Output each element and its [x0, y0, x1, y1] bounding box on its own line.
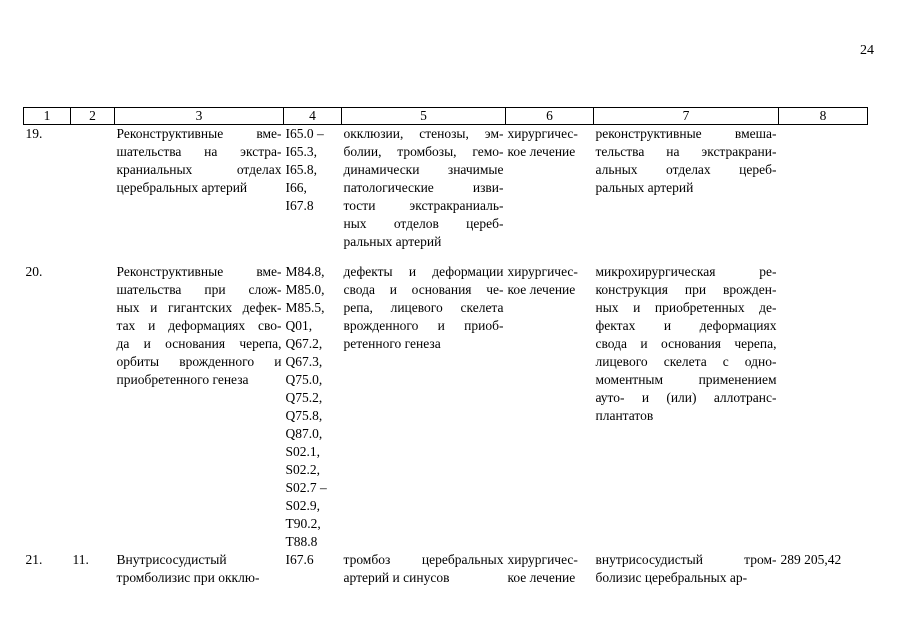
- cell-line: I67.6: [285, 552, 314, 567]
- treatment-method: [594, 551, 779, 611]
- column-header: 7: [594, 108, 779, 125]
- cell-line: ретенного генеза: [343, 336, 441, 351]
- cell-line: шательства на экстра-: [116, 144, 282, 159]
- treatment-method: [594, 263, 779, 551]
- cell-line: хирургичес-: [507, 264, 578, 279]
- cell-line: врожденного и приоб-: [343, 318, 504, 333]
- table-row: [24, 125, 868, 264]
- cell-line: Реконструктивные вме-: [116, 264, 282, 279]
- cell-line: ных и гигантских дефек-: [116, 300, 282, 315]
- column-header: 5: [342, 108, 506, 125]
- cell-line: орбиты врожденного и: [116, 354, 282, 369]
- icd-codes: [284, 263, 342, 551]
- treatment-type: [506, 551, 594, 611]
- cell-line: ных и приобретенных де-: [595, 300, 777, 315]
- icd-codes: [284, 125, 342, 264]
- cell-line: краниальных отделах: [116, 162, 282, 177]
- treatment-type: [506, 125, 594, 264]
- cost-value: [779, 263, 868, 551]
- cell-line: M85.0,: [285, 282, 325, 297]
- treatment-method: [594, 125, 779, 264]
- column-header: 2: [71, 108, 115, 125]
- group-number: 11.: [72, 552, 89, 567]
- procedure-name: [115, 125, 284, 264]
- cell-line: артерий и синусов: [343, 570, 450, 585]
- cell-line: T90.2,: [285, 516, 321, 531]
- cell-line: Q67.3,: [285, 354, 323, 369]
- cell-line: микрохирургическая ре-: [595, 264, 777, 279]
- cost-value: 289 205,42: [780, 552, 842, 567]
- cell-line: Q01,: [285, 318, 313, 333]
- cell-line: I65.3,: [285, 144, 317, 159]
- cell-line: ральных артерий: [343, 234, 442, 249]
- cell-line: I65.0 –: [285, 126, 324, 141]
- page-number: 24: [860, 43, 874, 58]
- cell-line: I67.8: [285, 198, 314, 213]
- cell-line: Q67.2,: [285, 336, 323, 351]
- cell-line: тельства на экстракрани-: [595, 144, 777, 159]
- cell-line: Q75.2,: [285, 390, 323, 405]
- diagnosis-model: [342, 551, 506, 611]
- column-header: 1: [24, 108, 71, 125]
- icd-codes: [284, 551, 342, 611]
- treatment-type: [506, 263, 594, 551]
- cell-line: тах и деформациях сво-: [116, 318, 282, 333]
- cell-line: репа, лицевого скелета: [343, 300, 504, 315]
- cell-line: фектах и деформациях: [595, 318, 777, 333]
- cell-line: дефекты и деформации: [343, 264, 504, 279]
- cell-line: Реконструктивные вме-: [116, 126, 282, 141]
- column-header: 4: [284, 108, 342, 125]
- cell-line: тромболизис при окклю-: [116, 570, 260, 585]
- cell-line: Q87.0,: [285, 426, 323, 441]
- cell-line: окклюзии, стенозы, эм-: [343, 126, 504, 141]
- cell-line: M85.5,: [285, 300, 325, 315]
- cell-line: реконструктивные вмеша-: [595, 126, 777, 141]
- row-number: 20.: [25, 264, 43, 279]
- cell-line: шательства при слож-: [116, 282, 282, 297]
- cell-line: Q75.8,: [285, 408, 323, 423]
- cell-line: кое лечение: [507, 282, 576, 297]
- cell-line: хирургичес-: [507, 552, 578, 567]
- cell-line: тости экстракраниаль-: [343, 198, 504, 213]
- column-header: 3: [115, 108, 284, 125]
- cell-line: лицевого скелета с одно-: [595, 354, 777, 369]
- cell-line: ральных артерий: [595, 180, 694, 195]
- group-number: [71, 263, 115, 551]
- diagnosis-model: [342, 125, 506, 264]
- cell-line: динамически значимые: [343, 162, 504, 177]
- cell-line: альных отделах цереб-: [595, 162, 777, 177]
- cell-line: внутрисосудистый тром-: [595, 552, 777, 567]
- cell-line: конструкция при врожден-: [595, 282, 777, 297]
- group-number: [71, 125, 115, 264]
- cell-line: патологические изви-: [343, 180, 504, 195]
- cost-value: [779, 125, 868, 264]
- cell-line: M84.8,: [285, 264, 325, 279]
- cell-line: S02.1,: [285, 444, 321, 459]
- cell-line: свода и основания че-: [343, 282, 504, 297]
- cell-line: болизис церебральных ар-: [595, 570, 748, 585]
- cell-line: ных отделов цереб-: [343, 216, 504, 231]
- cell-line: свода и основания черепа,: [595, 336, 777, 351]
- cell-line: I66,: [285, 180, 307, 195]
- cell-line: да и основания черепа,: [116, 336, 282, 351]
- column-header: 6: [506, 108, 594, 125]
- cell-line: Внутрисосудистый: [116, 552, 227, 567]
- cell-line: плантатов: [595, 408, 654, 423]
- row-number: 19.: [25, 126, 43, 141]
- cell-line: S02.2,: [285, 462, 321, 477]
- cell-line: T88.8: [285, 534, 318, 549]
- cell-line: S02.7 –: [285, 480, 327, 495]
- cell-line: тромбоз церебральных: [343, 552, 504, 567]
- cell-line: приобретенного генеза: [116, 372, 249, 387]
- cell-line: моментным применением: [595, 372, 777, 387]
- column-header: 8: [779, 108, 868, 125]
- row-number: 21.: [25, 552, 43, 567]
- cell-line: I65.8,: [285, 162, 317, 177]
- table-row: [24, 551, 868, 611]
- cell-line: S02.9,: [285, 498, 321, 513]
- cell-line: кое лечение: [507, 570, 576, 585]
- table-row: [24, 263, 868, 551]
- cell-line: кое лечение: [507, 144, 576, 159]
- cell-line: хирургичес-: [507, 126, 578, 141]
- procedures-table: [23, 107, 868, 611]
- cell-line: церебральных артерий: [116, 180, 248, 195]
- cell-line: ауто- и (или) аллотранс-: [595, 390, 777, 405]
- procedure-name: [115, 263, 284, 551]
- table-header-row: [24, 108, 868, 125]
- diagnosis-model: [342, 263, 506, 551]
- cell-line: Q75.0,: [285, 372, 323, 387]
- procedure-name: [115, 551, 284, 611]
- cell-line: болии, тромбозы, гемо-: [343, 144, 504, 159]
